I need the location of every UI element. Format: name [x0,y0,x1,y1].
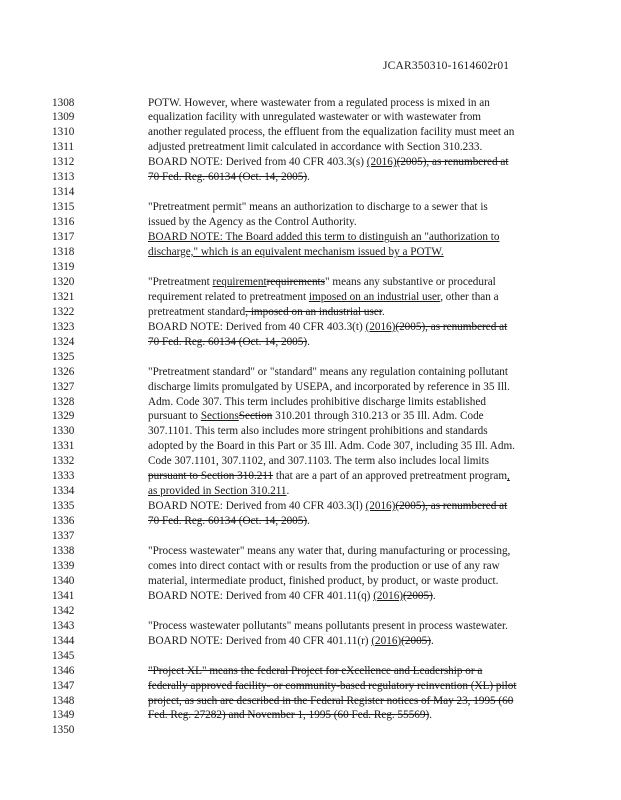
line-text [148,708,432,723]
text-line [0,96,621,111]
text-segment: discharge limits promulgated by USEPA, and incorporated by reference in 35 Ill. [148,380,510,393]
line-number: 1325 [52,350,75,363]
line-number: 1339 [52,559,75,572]
text-line [0,529,621,544]
text-segment: pretreatment standard [148,305,246,318]
line-number: 1310 [52,126,75,139]
text-segment: . [307,515,310,528]
line-text [148,424,488,439]
text-segment: "Pretreatment permit" means an authorization to discharge to a sewer that is [148,201,488,214]
text-line [0,185,621,200]
line-number: 1317 [52,231,75,244]
text-segment: POTW. However, where wastewater from a regulated process is mixed in an [148,96,490,109]
line-number: 1322 [52,305,75,318]
text-segment: another regulated process, the effluent from the equalization facility must meet an [148,126,515,139]
line-number: 1347 [52,679,75,692]
text-segment: . [381,305,385,318]
text-segment: issued by the Agency as the Control Authority. [148,216,357,229]
text-segment: "Pretreatment [148,275,213,288]
line-number: 1348 [52,694,75,707]
deleted-text: Section [238,410,273,423]
text-line [0,694,621,709]
text-segment: "Process wastewater pollutants" means pollutants present in process wastewater. [148,619,508,632]
line-text [148,499,507,514]
inserted-text: as provided in Section 310.211 [148,485,287,498]
line-number: 1320 [52,275,75,288]
text-segment: . [430,634,434,647]
text-line [0,245,621,260]
deleted-text: requirements [266,275,325,288]
text-line [0,290,621,305]
inserted-text: (2016) [365,500,396,513]
text-line [0,350,621,365]
line-text [148,409,484,424]
text-line [0,320,621,335]
text-segment: BOARD NOTE: Derived from 40 CFR 401.11(r) [148,634,372,647]
text-line [0,140,621,155]
text-segment: equalization facility with unregulated wastewater or with wastewater from [148,111,482,124]
line-number: 1341 [52,589,75,602]
line-text [148,110,481,125]
text-line [0,499,621,514]
text-segment: "Process wastewater" means any water that, during manufacturing or processing, [148,545,511,557]
line-number: 1316 [52,216,75,229]
text-line [0,409,621,424]
text-line [0,110,621,125]
line-text [148,439,515,454]
inserted-text: discharge," which is an equivalent mechanism issued by a POTW. [148,246,444,258]
line-text [148,305,385,320]
line-text [148,125,514,140]
text-segment: Code 307.1101, 307.1102, and 307.1103. The term also includes local limits [148,455,489,468]
line-text [148,230,499,245]
line-text [148,365,508,380]
line-number: 1335 [52,500,75,513]
text-line [0,365,621,380]
line-number: 1332 [52,455,75,468]
line-number: 1333 [52,470,75,483]
text-segment: . [307,171,310,184]
line-number: 1343 [52,619,75,632]
deleted-text: 70 Fed. Reg. 60134 (Oct. 14, 2005) [148,171,308,184]
line-number: 1344 [52,634,75,647]
line-text [148,335,310,350]
line-number: 1315 [52,201,75,214]
deleted-text: pursuant to Section 310.211 [148,470,274,483]
deleted-text: 70 Fed. Reg. 60134 (Oct. 14, 2005) [148,335,308,348]
text-line [0,604,621,619]
text-line [0,230,621,245]
inserted-text: imposed on an industrial user [308,290,441,303]
line-number: 1345 [52,649,75,662]
deleted-text: , imposed on an industrial user [245,305,382,318]
text-segment: requirement related to pretreatment [148,290,309,303]
line-number: 1340 [52,574,75,587]
line-number: 1328 [52,395,75,408]
text-segment: . [429,709,432,722]
line-number: 1326 [52,365,75,378]
text-segment: comes into direct contact with or results from the production or use of any raw [148,559,500,572]
line-text [148,380,510,395]
text-segment: material, intermediate product, finished product, by product, or waste product. [148,574,499,587]
deleted-text: (2005), as renumbered at [395,500,508,513]
document-id-header: JCAR350310-1614602r01 [383,60,510,72]
line-text [148,140,482,155]
text-line [0,589,621,604]
line-text [148,245,444,260]
inserted-text: Sections [200,410,239,423]
line-number: 1329 [52,410,75,423]
line-number: 1337 [52,530,75,543]
line-text [148,574,498,589]
deleted-text: Fed. Reg. 27282) and November 1, 1995 (60 Fed. Reg. 55569) [148,709,430,722]
text-line [0,559,621,574]
line-number: 1314 [52,186,75,199]
line-text [148,634,434,649]
line-number: 1309 [52,111,75,124]
text-line [0,155,621,170]
line-number: 1334 [52,485,75,498]
deleted-text: "Project XL" means the federal Project for eXcellence and Leadership or a [148,664,483,677]
line-text [148,155,508,170]
line-text [148,290,499,305]
text-line [0,439,621,454]
line-text [148,170,310,185]
line-number: 1350 [52,724,75,737]
line-text [148,679,516,694]
line-number: 1338 [52,545,75,557]
text-segment: adjusted pretreatment limit calculated in accordance with Section 310.233. [148,141,483,154]
line-number: 1349 [52,709,75,722]
inserted-text: (2016) [366,156,397,169]
line-text [148,395,486,410]
line-text [148,694,513,709]
text-segment: BOARD NOTE: Derived from 40 CFR 403.3(s) [148,156,367,169]
line-text [148,200,488,215]
line-text [148,96,490,111]
text-segment: , other than a [440,290,499,303]
line-text [148,484,289,499]
text-segment: pursuant to [148,410,201,423]
deleted-text: (2005) [401,634,431,647]
text-line [0,200,621,215]
line-number: 1327 [52,380,75,393]
line-text [148,454,489,469]
text-segment: adopted by the Board in this Part or 35 Ill. Adm. Code 307, including 35 Ill. Adm. [148,440,515,453]
line-number: 1336 [52,515,75,528]
text-segment: 307.1101. This term also includes more stringent prohibitions and standards [148,425,488,438]
text-segment: . [286,485,290,498]
text-line [0,708,621,723]
inserted-text: (2016) [373,589,404,602]
line-text [148,589,436,604]
text-line [0,275,621,290]
line-number: 1331 [52,440,75,453]
text-segment: BOARD NOTE: Derived from 40 CFR 403.3(t) [148,320,366,333]
text-line [0,649,621,664]
line-number: 1346 [52,664,75,677]
deleted-text: (2005), as renumbered at [396,156,509,169]
text-line [0,260,621,275]
line-number: 1311 [52,141,74,154]
inserted-text: (2016) [371,634,402,647]
line-number: 1313 [52,171,75,184]
line-text [148,514,310,529]
line-number: 1321 [52,290,75,303]
text-line [0,664,621,679]
line-text [148,544,510,559]
text-line [0,619,621,634]
text-segment: that are a part of an approved pretreatment program [273,470,508,483]
text-line [0,395,621,410]
line-text [148,469,510,484]
line-text [148,664,482,679]
inserted-text: BOARD NOTE: The Board added this term to distinguish an "authorization to [148,231,500,244]
deleted-text: project, as such are described in the Federal Register notices of May 23, 1995 (60 [148,694,514,707]
text-line [0,380,621,395]
text-segment: BOARD NOTE: Derived from 40 CFR 403.3(l) [148,500,366,513]
line-number: 1308 [52,96,75,109]
line-text [148,320,507,335]
text-segment: . [307,335,310,348]
line-text [148,559,500,574]
line-number: 1323 [52,320,75,333]
text-line [0,514,621,529]
inserted-text: (2016) [365,320,396,333]
line-text [148,215,357,230]
line-number: 1324 [52,335,75,348]
text-line [0,454,621,469]
text-line [0,634,621,649]
text-line [0,215,621,230]
deleted-text: federally approved facility- or community-based regulatory reinvention (XL) pilot [148,679,517,692]
text-line [0,574,621,589]
text-segment: . [432,589,436,602]
text-line [0,305,621,320]
line-number: 1312 [52,156,75,169]
text-line [0,125,621,140]
text-segment: BOARD NOTE: Derived from 40 CFR 401.11(q) [148,589,374,602]
text-line [0,544,621,559]
text-line [0,484,621,499]
text-line [0,469,621,484]
text-segment: Adm. Code 307. This term includes prohibitive discharge limits established [148,395,486,408]
line-text [148,619,508,634]
inserted-text: , [507,470,510,483]
line-text [148,275,496,290]
deleted-text: 70 Fed. Reg. 60134 (Oct. 14, 2005) [148,515,308,528]
inserted-text: requirement [212,275,267,288]
text-line [0,424,621,439]
line-number: 1330 [52,425,75,438]
line-number: 1319 [52,260,75,273]
deleted-text: (2005), as renumbered at [395,320,508,333]
line-number: 1342 [52,604,75,617]
text-line [0,170,621,185]
text-segment: 310.201 through 310.213 or 35 Ill. Adm. Code [272,410,484,423]
line-number: 1318 [52,246,75,258]
deleted-text: (2005) [403,589,433,602]
text-line [0,335,621,350]
text-line [0,679,621,694]
text-segment: "Pretreatment standard" or "standard" means any regulation containing pollutant [148,365,509,378]
text-line [0,723,621,738]
text-segment: " means any substantive or procedural [325,275,496,288]
